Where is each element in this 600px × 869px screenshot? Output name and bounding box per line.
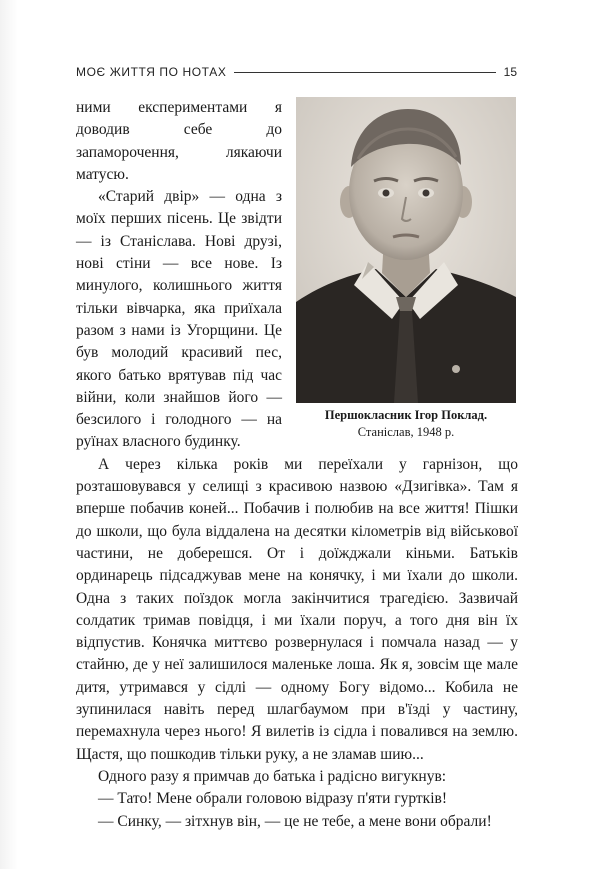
paragraph-6: — Синку, — зітхнув він, — це не тебе, а мене вони обрали! bbox=[98, 812, 492, 830]
paragraph-5: — Тато! Мене обрали головою відразу п'яти гуртків! bbox=[98, 790, 447, 808]
portrait-photo bbox=[296, 97, 516, 403]
paragraph-4: Одного разу я примчав до батька і радісно вигукнув: bbox=[98, 767, 447, 785]
photo-figure bbox=[294, 97, 518, 441]
header-rule bbox=[234, 72, 495, 73]
paragraph-3: А через кілька років ми переїхали у гарнізон, що розташовувався у селищі з красивою назвою «Дзигівка». Там я вперше побачив коней... Побачив і полюбив на все життя! Пішки до школи, що була віддалена на десятки кілометрів від військової частини, не доберешся. От і доїжджали кіньми. Батьків ординарець підсаджував мене на конячку, і ми їхали до школи. Одна з таких поїздок могла закінчитися трагедією. Зазвичай солдатик тримав повідця, і ми їхали поруч, а того дня він їх відпустив. Конячка миттєво розвернулася і помчала назад — у стайню, де у неї залишилося маленьке лоша. Як я, зовсім ще мале дитя, утримався у сідлі — одному Богу відомо... Кобила не зупинилася навіть перед шлагбаумом при в'їзді у частину, перемахнула через нього! Я вилетів із сідла і повалився на землю. Щастя, що пошкодив тільки руку, а не зламав шию... bbox=[76, 455, 518, 763]
page-edge-shadow bbox=[0, 0, 18, 869]
running-head bbox=[76, 62, 517, 82]
caption-name: Першокласник Ігор Поклад. bbox=[324, 408, 488, 422]
body-text bbox=[76, 97, 518, 833]
caption-place: Станіслав, 1948 р. bbox=[357, 425, 455, 439]
photo-caption bbox=[294, 407, 518, 441]
paragraph-1: ними експериментами я доводив себе до запаморочення, лякаючи матусю. bbox=[76, 99, 282, 183]
book-title: МОЄ ЖИТТЯ ПО НОТАХ bbox=[76, 65, 227, 79]
paragraph-2: «Старий двір» — одна з моїх перших пісень. Це звідти — із Станіслава. Нові друзі, нові стіни — все нове. Із минулого, колишнього життя тільки вівчарка, яка приїхала разом з нами із Угорщини. Це був молодий красивий пес, якого батько врятував під час війни, коли знайшов його — безсилого і голодного — на руїнах власного будинку. bbox=[76, 188, 282, 451]
page-number: 15 bbox=[503, 65, 517, 79]
